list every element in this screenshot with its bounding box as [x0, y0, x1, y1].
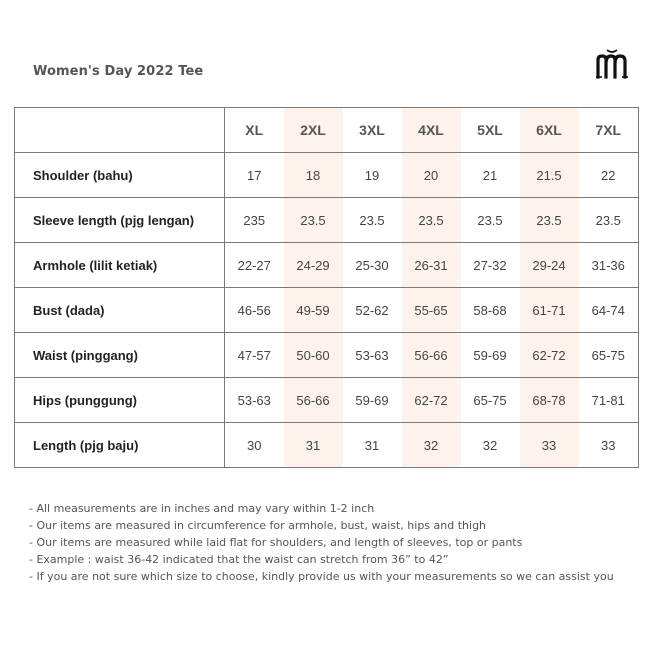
measurement-value: 29-24: [520, 243, 579, 288]
measurement-value: 31-36: [579, 243, 639, 288]
measurement-label: Shoulder (bahu): [15, 153, 225, 198]
measurement-value: 23.5: [343, 198, 402, 243]
measurement-label: Length (pjg baju): [15, 423, 225, 468]
measurement-value: 53-63: [225, 378, 284, 423]
measurement-value: 65-75: [461, 378, 520, 423]
measurement-value: 58-68: [461, 288, 520, 333]
measurement-label: Hips (punggung): [15, 378, 225, 423]
measurement-value: 21: [461, 153, 520, 198]
measurement-value: 23.5: [579, 198, 639, 243]
measurement-value: 17: [225, 153, 284, 198]
table-row: [15, 243, 639, 288]
measurement-value: 71-81: [579, 378, 639, 423]
table-row: [15, 198, 639, 243]
measurement-value: 62-72: [520, 333, 579, 378]
measurement-value: 21.5: [520, 153, 579, 198]
measurement-value: 65-75: [579, 333, 639, 378]
note-line: - Our items are measured in circumference for armhole, bust, waist, hips and thigh: [29, 519, 487, 532]
measurement-value: 56-66: [284, 378, 343, 423]
measurement-value: 62-72: [402, 378, 461, 423]
measurement-value: 59-69: [461, 333, 520, 378]
measurement-label: Bust (dada): [15, 288, 225, 333]
measurement-value: 26-31: [402, 243, 461, 288]
measurement-label: Sleeve length (pjg lengan): [15, 198, 225, 243]
measurement-value: 18: [284, 153, 343, 198]
size-header-4xl: 4XL: [402, 108, 461, 153]
measurement-value: 49-59: [284, 288, 343, 333]
table-row: [15, 288, 639, 333]
size-chart-table: [14, 107, 639, 468]
measurement-value: 50-60: [284, 333, 343, 378]
measurement-value: 31: [284, 423, 343, 468]
size-header-xl: XL: [225, 108, 284, 153]
note-line: - Example : waist 36-42 indicated that the waist can stretch from 36” to 42”: [29, 553, 449, 566]
measurement-value: 27-32: [461, 243, 520, 288]
measurement-value: 23.5: [284, 198, 343, 243]
brand-monogram-logo: [596, 46, 630, 80]
measurement-value: 56-66: [402, 333, 461, 378]
measurement-value: 19: [343, 153, 402, 198]
size-header-2xl: 2XL: [284, 108, 343, 153]
measurement-value: 31: [343, 423, 402, 468]
size-header-row: [15, 108, 639, 153]
measurement-value: 64-74: [579, 288, 639, 333]
measurement-value: 32: [402, 423, 461, 468]
table-row: [15, 423, 639, 468]
size-header-5xl: 5XL: [461, 108, 520, 153]
note-line: - Our items are measured while laid flat for shoulders, and length of sleeves, top or pants: [29, 536, 523, 549]
table-corner-cell: [15, 108, 225, 153]
size-header-6xl: 6XL: [520, 108, 579, 153]
page-title: Women's Day 2022 Tee: [33, 64, 204, 79]
measurement-value: 52-62: [343, 288, 402, 333]
measurement-value: 23.5: [402, 198, 461, 243]
measurement-label: Armhole (lilit ketiak): [15, 243, 225, 288]
measurement-value: 59-69: [343, 378, 402, 423]
size-header-3xl: 3XL: [343, 108, 402, 153]
measurement-value: 20: [402, 153, 461, 198]
measurement-value: 61-71: [520, 288, 579, 333]
measurement-value: 22: [579, 153, 639, 198]
measurement-value: 32: [461, 423, 520, 468]
size-notes: [29, 500, 614, 585]
table-row: [15, 153, 639, 198]
measurement-value: 33: [579, 423, 639, 468]
measurement-value: 235: [225, 198, 284, 243]
measurement-value: 55-65: [402, 288, 461, 333]
measurement-value: 24-29: [284, 243, 343, 288]
table-row: [15, 333, 639, 378]
measurement-value: 30: [225, 423, 284, 468]
measurement-value: 22-27: [225, 243, 284, 288]
measurement-value: 53-63: [343, 333, 402, 378]
measurement-label: Waist (pinggang): [15, 333, 225, 378]
table-row: [15, 378, 639, 423]
measurement-value: 68-78: [520, 378, 579, 423]
measurement-value: 23.5: [461, 198, 520, 243]
note-line: - If you are not sure which size to choose, kindly provide us with your measurements so we can assist you: [29, 570, 614, 583]
measurement-value: 47-57: [225, 333, 284, 378]
note-line: - All measurements are in inches and may vary within 1-2 inch: [29, 502, 375, 515]
measurement-value: 23.5: [520, 198, 579, 243]
measurement-value: 33: [520, 423, 579, 468]
measurement-value: 25-30: [343, 243, 402, 288]
measurement-value: 46-56: [225, 288, 284, 333]
size-header-7xl: 7XL: [579, 108, 639, 153]
